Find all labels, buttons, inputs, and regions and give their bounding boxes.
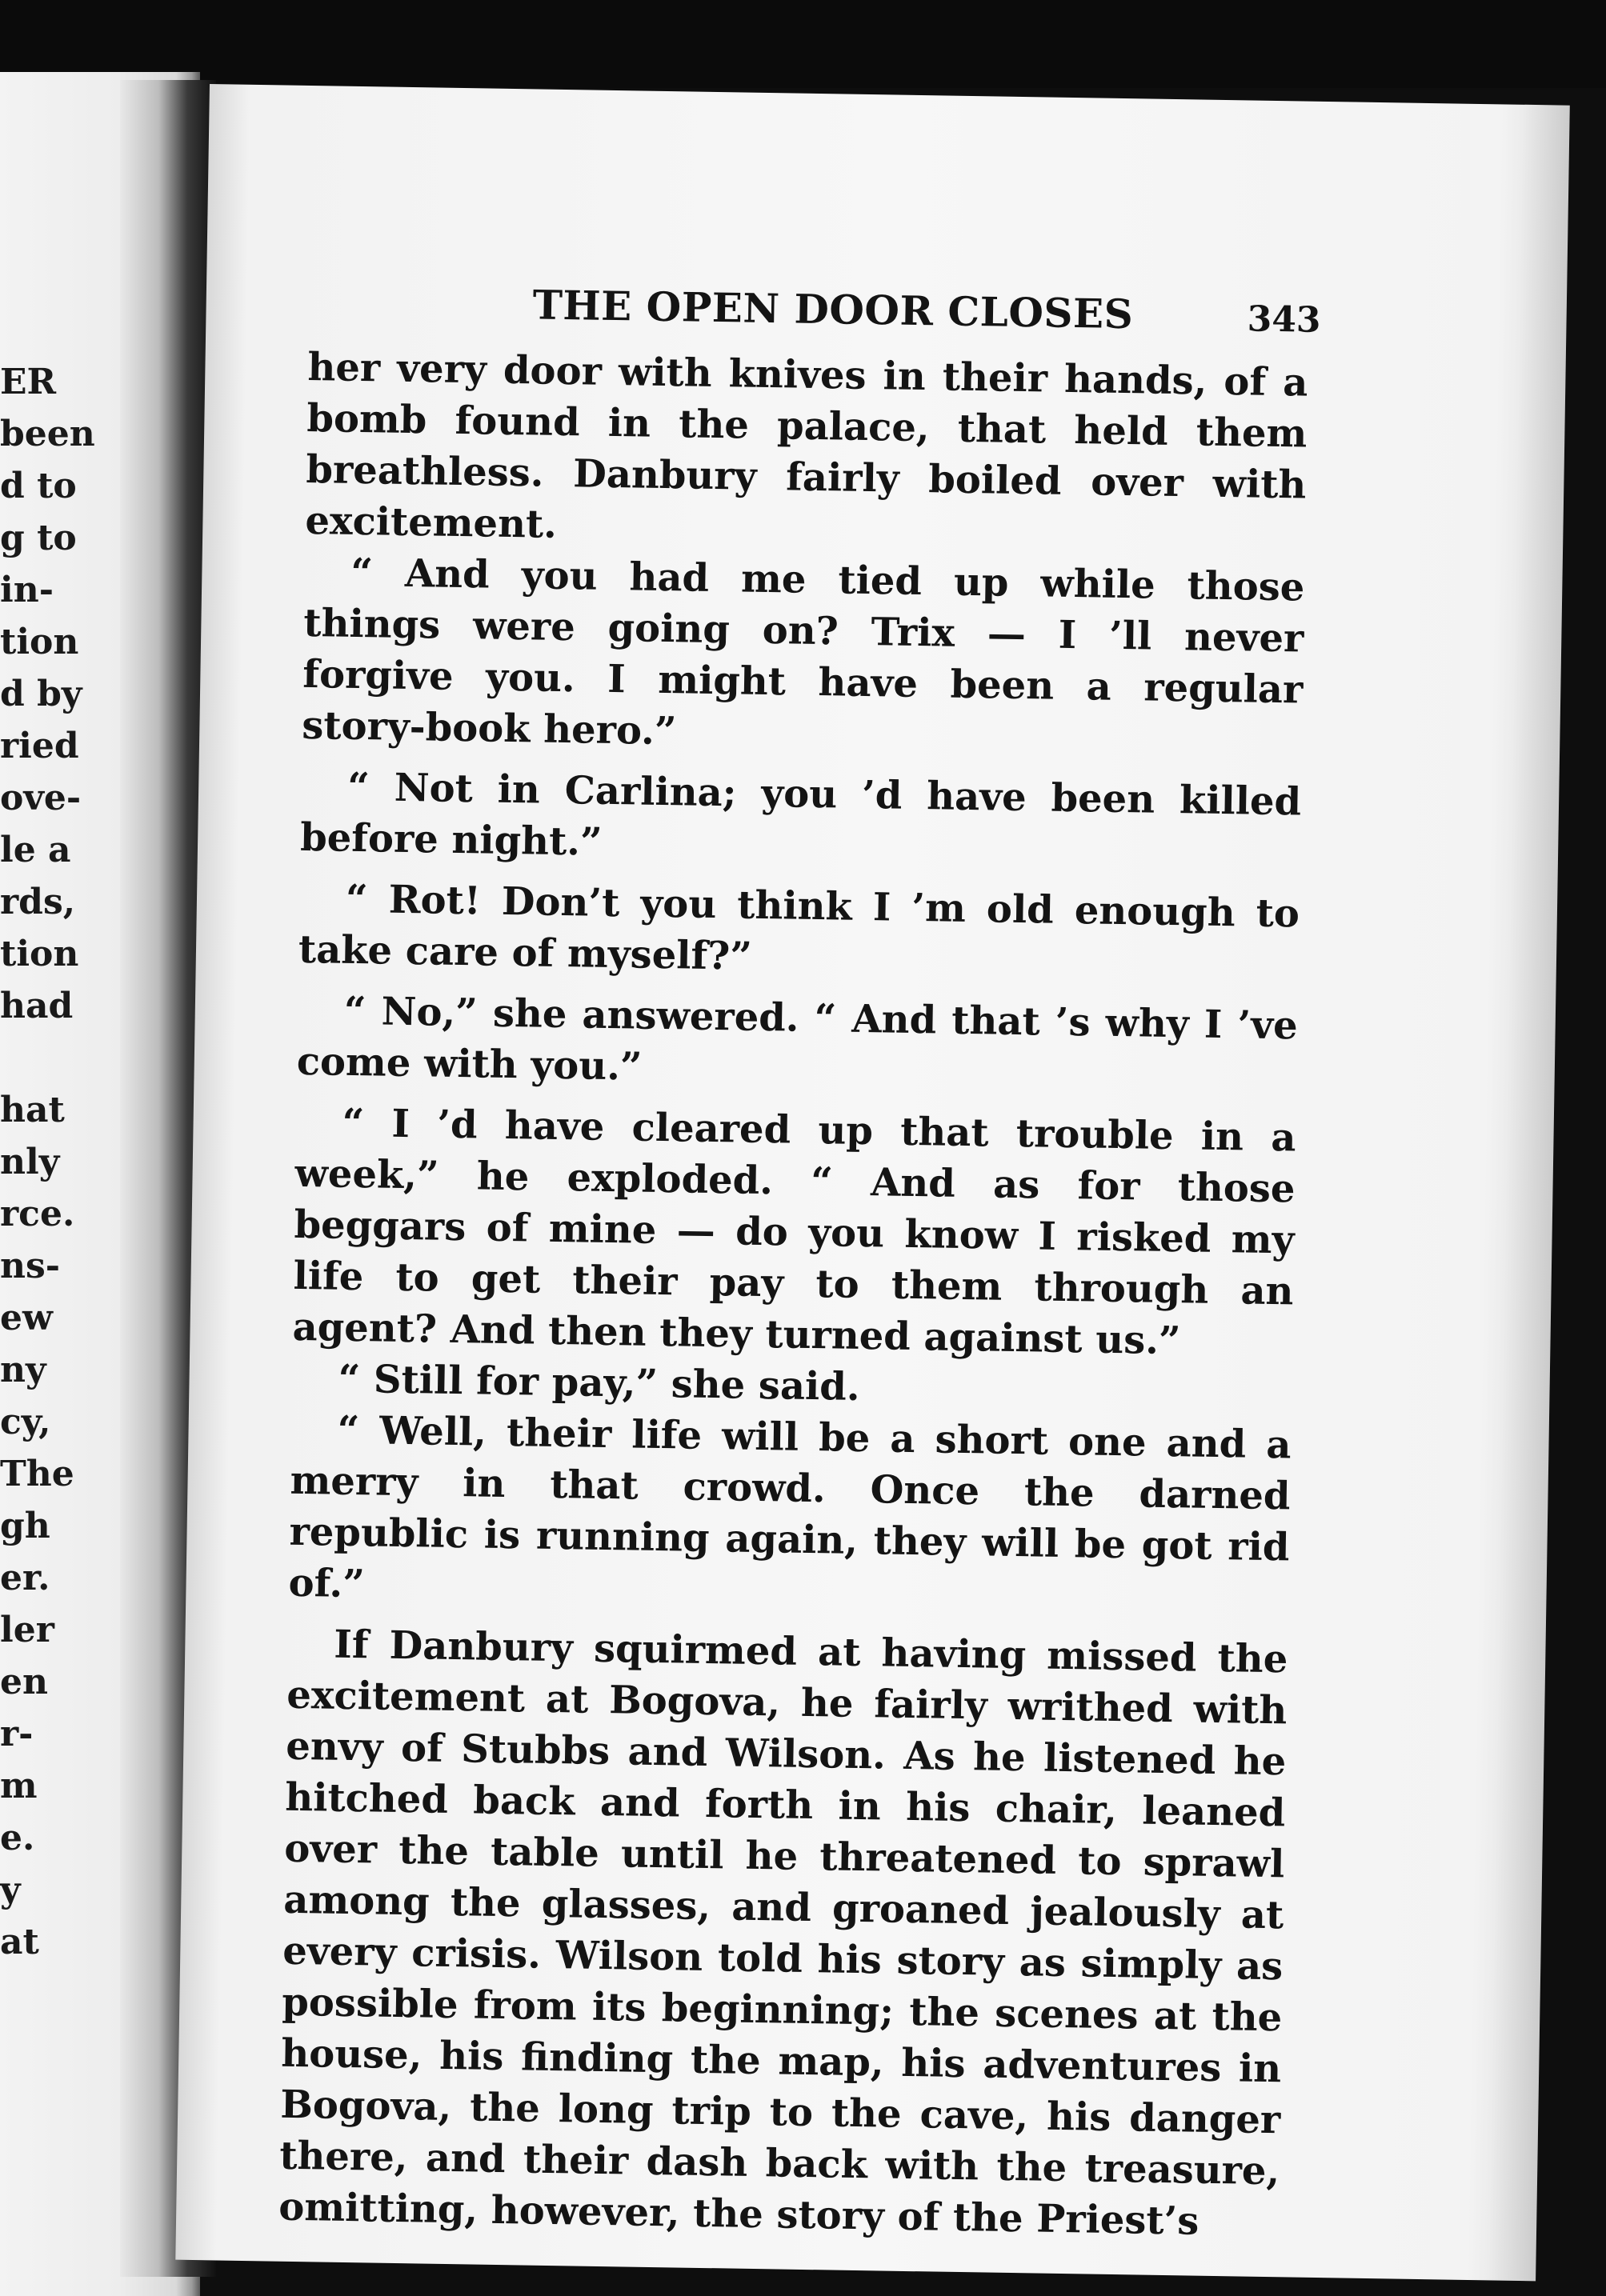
- previous-page-line: The: [0, 1454, 74, 1494]
- previous-page-line: e.: [0, 1818, 35, 1858]
- previous-page-line: ler: [0, 1610, 54, 1650]
- book-page: [175, 84, 1570, 2281]
- previous-page-line: ove-: [0, 778, 82, 818]
- previous-page-line: [0, 1032, 95, 1084]
- paragraph: her very door with knives in their hands, of a bomb found in the palace, that held them breathless. Danbury fairly boiled over with excitement.: [304, 344, 1308, 547]
- previous-page-line: g to: [0, 518, 77, 558]
- previous-page-line: en: [0, 1662, 48, 1702]
- previous-page-line: cy,: [0, 1402, 51, 1442]
- previous-page-line: rds,: [0, 882, 76, 922]
- previous-page-line: y: [0, 1870, 21, 1910]
- previous-page-line: d by: [0, 674, 82, 714]
- previous-page-line: le a: [0, 830, 71, 870]
- previous-page-line: rce.: [0, 1194, 75, 1234]
- previous-page-line: had: [0, 986, 74, 1026]
- page-content: [278, 278, 1321, 2248]
- body-text: [278, 342, 1308, 2248]
- paragraph: “ No,” she answered. “ And that ’s why I ’ve come with you.”: [296, 988, 1299, 1090]
- previous-page-line: ried: [0, 726, 79, 766]
- previous-page-line: ns-: [0, 1246, 61, 1286]
- scan-background-top: [0, 0, 1606, 88]
- previous-page-line: been: [0, 414, 95, 454]
- paragraph: “ Well, their life will be a short one and a merry in that crowd. Once the darned republic is running again, they will be got rid of.”: [288, 1407, 1292, 1607]
- paragraph: “ Not in Carlina; you ’d have been killed before night.”: [299, 764, 1302, 865]
- previous-page-line: er.: [0, 1558, 50, 1598]
- paragraph: “ I ’d have cleared up that trouble in a week,” he exploded. “ And as for those beggars of mine — do you know I risked my life to get their pay to them through an agent? And then they turned against us.”: [292, 1100, 1296, 1364]
- previous-page-line: hat: [0, 1090, 65, 1130]
- paragraph: If Danbury squirmed at having missed the excitement at Bogova, he fairly writhed with envy of Stubbs and Wilson. As he listened he hitched back and forth in his chair, leaned over the table until he threatened to sprawl among the glasses, and groaned jealously at every crisis. Wilson told his story as simply as possible from its beginning; the scenes at the house, his finding the map, his adventures in Bogova, the long trip to the cave, his danger there, and their dash back with the treasure, omitting, however, the story of the Priest’s: [278, 1622, 1288, 2244]
- previous-page-line: d to: [0, 466, 77, 506]
- previous-page-line: in-: [0, 570, 54, 610]
- page-number: 343: [1247, 298, 1321, 341]
- previous-page-line: nly: [0, 1142, 60, 1182]
- previous-page-line: at: [0, 1922, 39, 1962]
- previous-page-line: ny: [0, 1350, 46, 1390]
- page-edge-shadow: [1488, 105, 1570, 2282]
- previous-page-line: r-: [0, 1714, 34, 1754]
- paragraph: “ Rot! Don’t you think I ’m old enough to take care of myself?”: [298, 876, 1300, 979]
- paragraph: “ Still for pay,” she said.: [338, 1356, 860, 1410]
- running-title: THE OPEN DOOR CLOSES: [532, 281, 1134, 338]
- previous-page-line: tion: [0, 622, 79, 662]
- previous-page-line: gh: [0, 1506, 50, 1546]
- previous-page-line: ER: [0, 362, 57, 402]
- previous-page-line: ew: [0, 1298, 53, 1338]
- paragraph: “ And you had me tied up while those things were going on? Trix — I ’ll never forgive you. I might have been a regular story-book hero.”: [301, 550, 1305, 754]
- previous-page-line: m: [0, 1766, 38, 1806]
- previous-page-text-fragments: [0, 356, 95, 1968]
- previous-page-line: tion: [0, 934, 79, 974]
